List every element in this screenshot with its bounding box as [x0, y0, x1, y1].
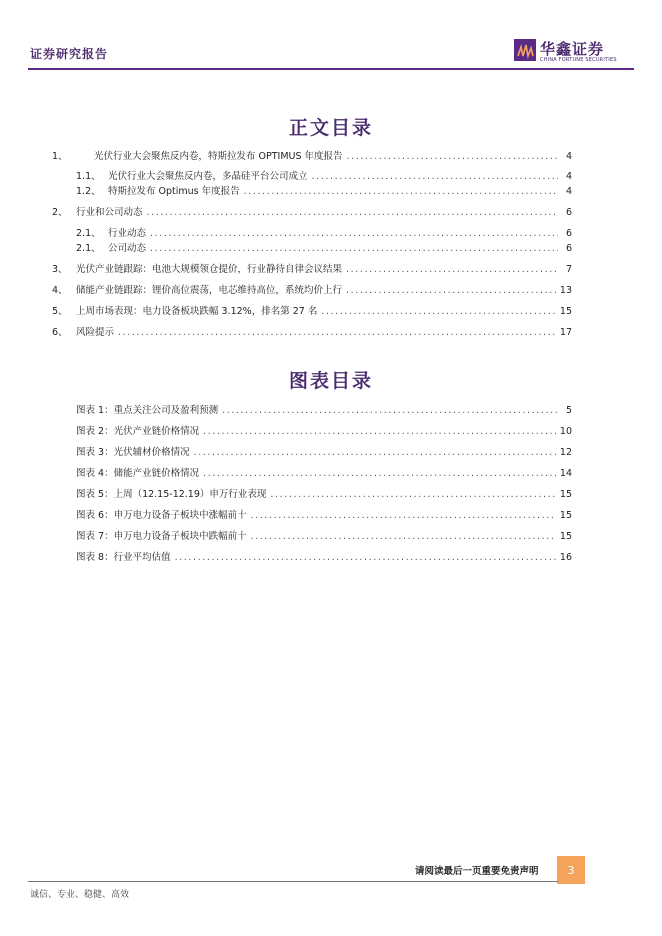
toc-row[interactable] — [76, 168, 572, 182]
toc-number: 1.1、 — [76, 171, 101, 182]
figure-toc-row[interactable] — [76, 528, 572, 542]
toc-page: 6 — [565, 207, 572, 218]
main-toc-title: 正文目录 — [288, 117, 373, 139]
figure-toc-text: 图表 5：上周（12.15-12.19）申万行业表现 — [76, 489, 267, 500]
figure-toc-title: 图表目录 — [288, 370, 373, 392]
header-divider — [28, 68, 634, 70]
figure-toc-row[interactable] — [76, 465, 572, 479]
toc-number: 2、 — [52, 207, 68, 218]
page-number-badge: 3 — [557, 856, 585, 884]
toc-page: 15 — [559, 510, 572, 521]
toc-leader — [244, 186, 558, 197]
toc-page: 6 — [565, 228, 572, 239]
toc-leader — [175, 552, 556, 563]
toc-page: 6 — [565, 243, 572, 254]
toc-page: 5 — [565, 405, 572, 416]
toc-leader — [251, 531, 556, 542]
toc-row[interactable] — [52, 148, 572, 162]
figure-toc-text: 图表 4：储能产业链价格情况 — [76, 468, 200, 479]
toc-number: 1.2、 — [76, 186, 101, 197]
company-logo — [514, 38, 634, 68]
toc-page: 7 — [565, 264, 572, 275]
toc-leader — [150, 243, 558, 254]
toc-leader — [321, 306, 556, 317]
figure-toc-text: 图表 3：光伏辅材价格情况 — [76, 447, 190, 458]
toc-page: 10 — [559, 426, 572, 437]
toc-page: 13 — [559, 285, 572, 296]
toc-row[interactable] — [52, 324, 572, 338]
toc-leader — [346, 264, 558, 275]
toc-page: 4 — [565, 186, 572, 197]
figure-toc-row[interactable] — [76, 486, 572, 500]
figure-toc-row[interactable] — [76, 444, 572, 458]
toc-leader — [147, 207, 558, 218]
toc-leader — [347, 151, 558, 162]
toc-page: 16 — [559, 552, 572, 563]
toc-number: 5、 — [52, 306, 68, 317]
toc-leader — [203, 468, 556, 479]
toc-page: 4 — [565, 151, 572, 162]
toc-leader — [194, 447, 556, 458]
toc-row[interactable] — [52, 282, 572, 296]
toc-leader — [150, 228, 558, 239]
toc-text: 上周市场表现：电力设备板块跌幅 3.12%，排名第 27 名 — [76, 306, 318, 317]
figure-toc-row[interactable] — [76, 549, 572, 563]
toc-page: 15 — [559, 531, 572, 542]
figure-toc-text: 图表 7：申万电力设备子板块中跌幅前十 — [76, 531, 247, 542]
figure-toc-row[interactable] — [76, 423, 572, 437]
toc-text: 特斯拉发布 Optimus 年度报告 — [108, 186, 240, 197]
toc-number: 1、 — [52, 151, 68, 162]
figure-toc-text: 图表 6：申万电力设备子板块中涨幅前十 — [76, 510, 247, 521]
toc-leader — [312, 171, 558, 182]
report-type-label: 证券研究报告 — [30, 47, 109, 61]
toc-text: 光伏产业链跟踪：电池大规模领仓提价，行业静待自律会议结果 — [76, 264, 343, 275]
figure-toc-text: 图表 2：光伏产业链价格情况 — [76, 426, 200, 437]
toc-page: 4 — [565, 171, 572, 182]
toc-page: 15 — [559, 306, 572, 317]
figure-toc-text: 图表 8：行业平均估值 — [76, 552, 171, 563]
toc-page: 15 — [559, 489, 572, 500]
figure-toc-row[interactable] — [76, 402, 572, 416]
toc-number: 3、 — [52, 264, 68, 275]
logo-mark-icon — [514, 39, 536, 61]
toc-number: 2.1、 — [76, 243, 101, 254]
toc-number: 4、 — [52, 285, 68, 296]
toc-leader — [270, 489, 556, 500]
toc-row[interactable] — [52, 261, 572, 275]
disclaimer-note: 请阅读最后一页重要免责声明 — [415, 866, 539, 877]
toc-row[interactable] — [76, 183, 572, 197]
footer-divider — [28, 881, 558, 882]
toc-text: 公司动态 — [108, 243, 147, 254]
figure-toc-row[interactable] — [76, 507, 572, 521]
toc-leader — [203, 426, 556, 437]
toc-row[interactable] — [52, 303, 572, 317]
toc-leader — [118, 327, 556, 338]
logo-name-cn: 华鑫证券 — [540, 40, 605, 58]
toc-page: 14 — [559, 468, 572, 479]
toc-text: 光伏行业大会聚焦反内卷，特斯拉发布 OPTIMUS 年度报告 — [94, 151, 343, 162]
figure-toc-text: 图表 1：重点关注公司及盈利预测 — [76, 405, 219, 416]
toc-text: 储能产业链跟踪：锂价高位震荡，电芯维持高位，系统均价上行 — [76, 285, 343, 296]
logo-name-en: CHINA FORTUNE SECURITIES — [540, 57, 617, 63]
toc-row[interactable] — [76, 225, 572, 239]
company-motto: 诚信、专业、稳健、高效 — [30, 890, 130, 900]
toc-text: 行业动态 — [108, 228, 147, 239]
toc-number: 2.1、 — [76, 228, 101, 239]
toc-page: 12 — [559, 447, 572, 458]
toc-leader — [251, 510, 556, 521]
toc-leader — [222, 405, 558, 416]
toc-leader — [346, 285, 556, 296]
toc-row[interactable] — [52, 204, 572, 218]
toc-text: 行业和公司动态 — [76, 207, 143, 218]
toc-text: 风险提示 — [76, 327, 115, 338]
toc-page: 17 — [559, 327, 572, 338]
toc-text: 光伏行业大会聚焦反内卷，多晶硅平台公司成立 — [108, 171, 308, 182]
toc-number: 6、 — [52, 327, 68, 338]
toc-row[interactable] — [76, 240, 572, 254]
